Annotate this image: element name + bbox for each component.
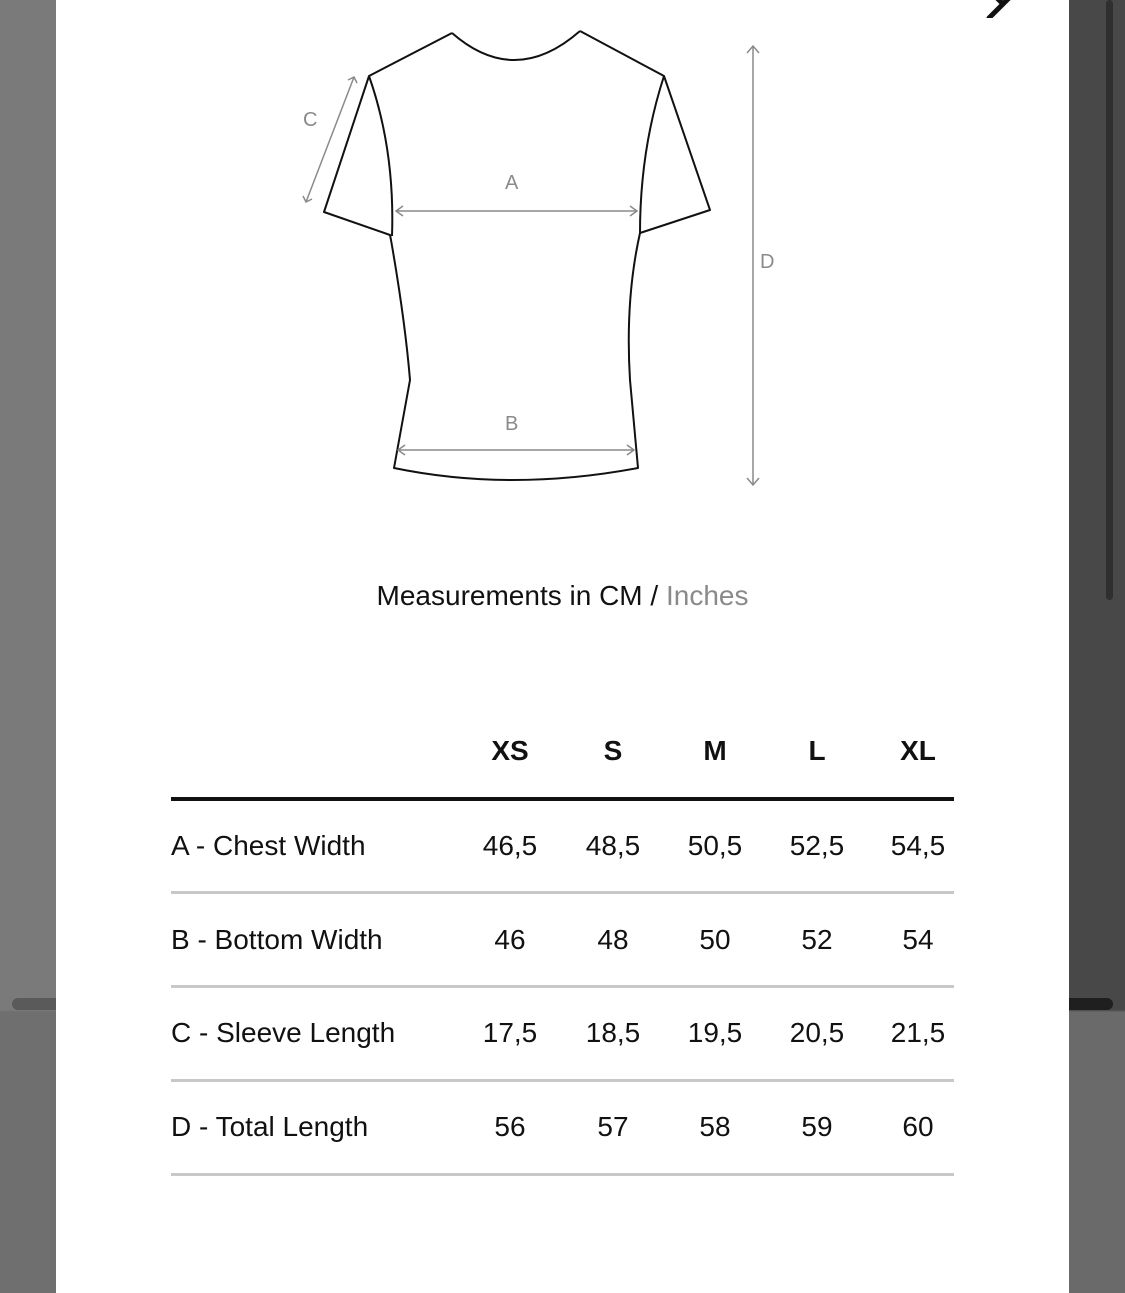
table-header-divider xyxy=(171,797,954,801)
backdrop-edge xyxy=(12,998,56,1010)
row-label-bottom-width: B - Bottom Width xyxy=(171,924,383,955)
diagram-label-b: B xyxy=(505,413,519,435)
size-header-m: M xyxy=(703,735,727,766)
table-cell: 54 xyxy=(902,924,934,955)
backdrop-edge xyxy=(1069,998,1113,1010)
table-cell: 56 xyxy=(494,1111,526,1142)
size-header-l: L xyxy=(808,735,826,766)
row-divider xyxy=(171,891,954,894)
table-cell: 20,5 xyxy=(789,1017,845,1048)
tshirt-diagram-icon xyxy=(0,0,1125,560)
size-header-xs: XS xyxy=(491,735,529,766)
table-cell: 18,5 xyxy=(585,1017,641,1048)
table-cell: 60 xyxy=(902,1111,934,1142)
size-header-s: S xyxy=(603,735,623,766)
row-divider xyxy=(171,1079,954,1082)
diagram-label-c: C xyxy=(303,109,318,131)
diagram-label-a: A xyxy=(505,172,519,194)
table-cell: 50,5 xyxy=(687,830,743,861)
table-cell: 48,5 xyxy=(585,830,641,861)
table-cell: 58 xyxy=(699,1111,731,1142)
row-label-chest-width: A - Chest Width xyxy=(171,830,366,861)
diagram-label-d: D xyxy=(760,251,775,273)
measurement-units-toggle xyxy=(0,580,1125,612)
table-cell: 46 xyxy=(494,924,526,955)
table-cell: 19,5 xyxy=(687,1017,743,1048)
table-cell: 52,5 xyxy=(789,830,845,861)
row-label-total-length: D - Total Length xyxy=(171,1111,369,1142)
row-label-sleeve-length: C - Sleeve Length xyxy=(171,1017,396,1048)
units-inches-link[interactable]: Inches xyxy=(665,580,749,611)
units-separator: / xyxy=(650,580,659,611)
table-cell: 21,5 xyxy=(890,1017,946,1048)
table-cell: 48 xyxy=(597,924,629,955)
table-cell: 46,5 xyxy=(482,830,538,861)
row-divider xyxy=(171,985,954,988)
units-cm-label[interactable]: Measurements in CM xyxy=(376,580,643,611)
table-cell: 54,5 xyxy=(890,830,946,861)
table-cell: 52 xyxy=(801,924,833,955)
size-header-xl: XL xyxy=(900,735,936,766)
table-cell: 57 xyxy=(597,1111,629,1142)
row-divider xyxy=(171,1173,954,1176)
table-cell: 50 xyxy=(699,924,731,955)
table-cell: 17,5 xyxy=(482,1017,538,1048)
table-cell: 59 xyxy=(801,1111,833,1142)
